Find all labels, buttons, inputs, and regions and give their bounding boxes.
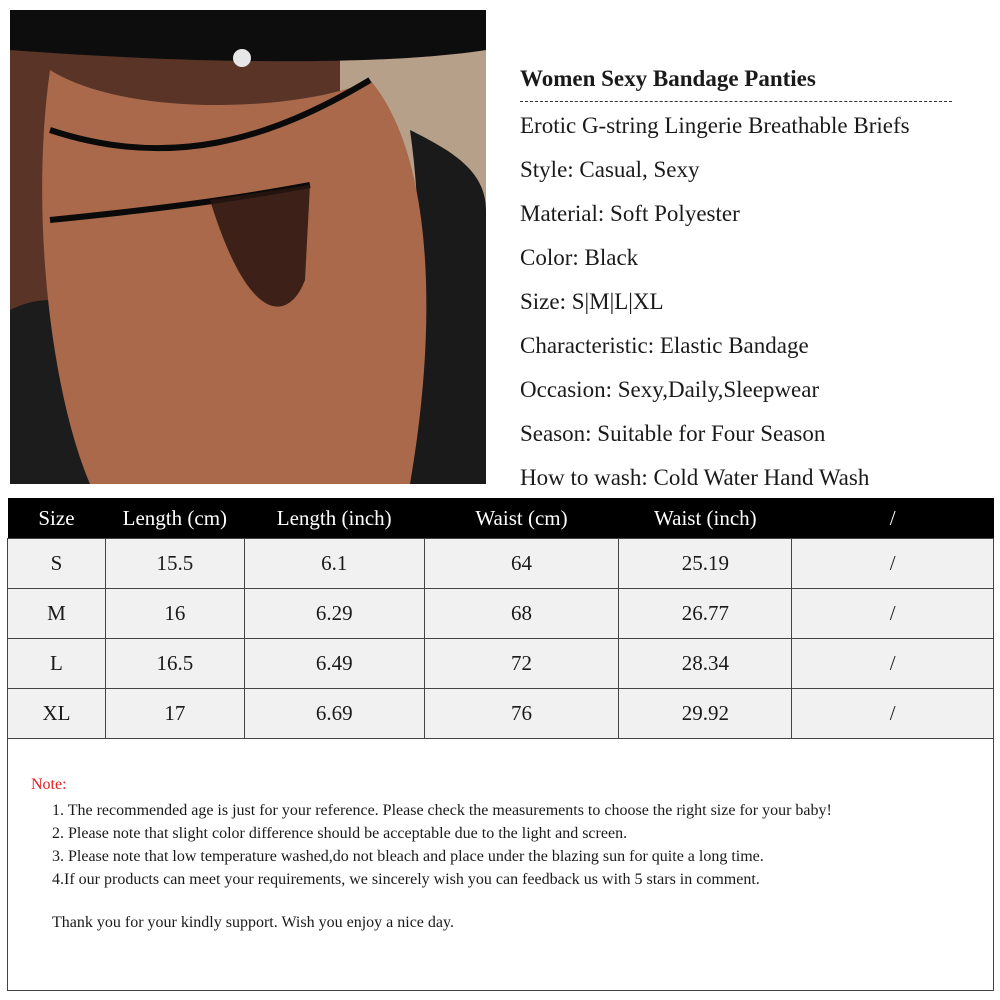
product-subtitle: Erotic G-string Lingerie Breathable Briefs (520, 113, 910, 138)
table-cell: / (792, 589, 994, 639)
size-chart-table (7, 498, 994, 739)
table-row (8, 689, 994, 739)
table-cell: 29.92 (619, 689, 792, 739)
table-cell: M (8, 589, 106, 639)
spec-style: Style: Casual, Sexy (520, 157, 700, 182)
spec-season: Season: Suitable for Four Season (520, 421, 826, 446)
table-cell: 16 (105, 589, 244, 639)
spec-occasion: Occasion: Sexy,Daily,Sleepwear (520, 377, 820, 402)
table-cell: 6.69 (244, 689, 424, 739)
table-cell: 64 (424, 539, 619, 589)
table-cell: L (8, 639, 106, 689)
note-label: Note: (31, 776, 67, 793)
table-cell: XL (8, 689, 106, 739)
header-extra: / (792, 498, 994, 539)
table-cell: / (792, 689, 994, 739)
header-waist-cm: Waist (cm) (424, 498, 619, 539)
table-row (8, 639, 994, 689)
note-item: 4.If our products can meet your requirements, we sincerely wish you can feedback us with 5 stars in comment. (52, 871, 760, 888)
note-item: 3. Please note that low temperature washed,do not bleach and place under the blazing sun for quite a long time. (52, 848, 764, 865)
table-cell: S (8, 539, 106, 589)
note-item: 1. The recommended age is just for your reference. Please check the measurements to choose the right size for your baby! (52, 802, 832, 819)
header-size: Size (8, 498, 106, 539)
table-cell: / (792, 539, 994, 589)
table-cell: 17 (105, 689, 244, 739)
table-cell: 68 (424, 589, 619, 639)
notes-panel (7, 738, 994, 991)
table-row (8, 539, 994, 589)
product-photo-illustration (10, 10, 486, 484)
table-cell: 6.1 (244, 539, 424, 589)
spec-wash: How to wash: Cold Water Hand Wash (520, 465, 870, 490)
note-item: 2. Please note that slight color difference should be acceptable due to the light and screen. (52, 825, 628, 842)
table-cell: 16.5 (105, 639, 244, 689)
table-cell: 6.29 (244, 589, 424, 639)
table-cell: 25.19 (619, 539, 792, 589)
header-waist-inch: Waist (inch) (619, 498, 792, 539)
header-length-inch: Length (inch) (244, 498, 424, 539)
thanks-message: Thank you for your kindly support. Wish you enjoy a nice day. (52, 914, 454, 931)
spec-material: Material: Soft Polyester (520, 201, 740, 226)
table-cell: 28.34 (619, 639, 792, 689)
table-cell: 6.49 (244, 639, 424, 689)
table-cell: 15.5 (105, 539, 244, 589)
table-row (8, 589, 994, 639)
spec-size: Size: S|M|L|XL (520, 289, 664, 314)
spec-characteristic: Characteristic: Elastic Bandage (520, 333, 809, 358)
table-cell: / (792, 639, 994, 689)
table-header-row (8, 498, 994, 539)
product-spec-panel (520, 64, 960, 500)
product-title: Women Sexy Bandage Panties (520, 64, 952, 102)
table-cell: 72 (424, 639, 619, 689)
product-photo (10, 10, 486, 484)
spec-color: Color: Black (520, 245, 639, 270)
table-cell: 76 (424, 689, 619, 739)
table-cell: 26.77 (619, 589, 792, 639)
notes-list (52, 799, 832, 891)
header-length-cm: Length (cm) (105, 498, 244, 539)
